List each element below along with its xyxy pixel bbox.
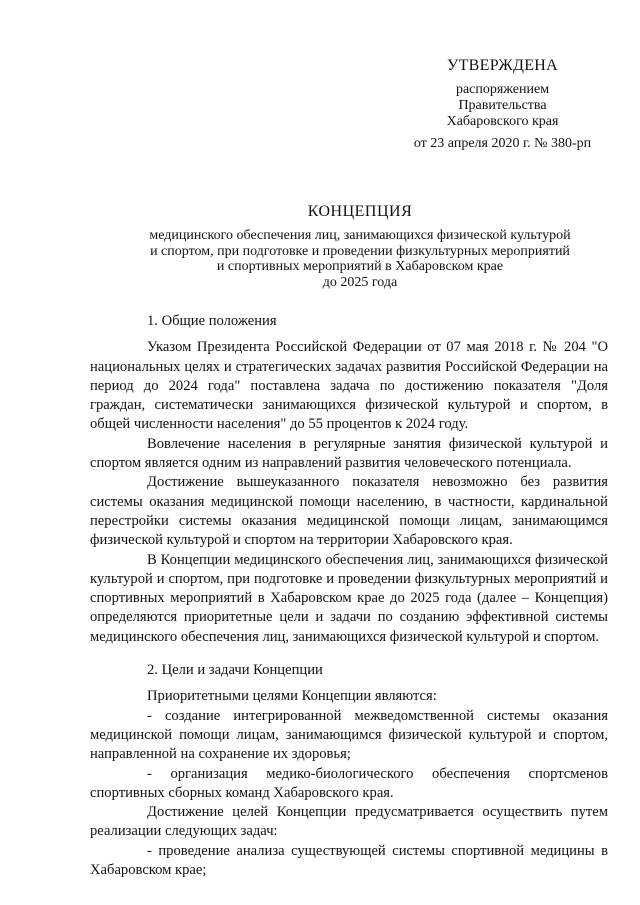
section-2-list-item: - проведение анализа существующей системы спортивной медицины в Хабаровском крае; (90, 842, 608, 879)
document-body (90, 312, 608, 880)
section-1-paragraph: Достижение вышеуказанного показателя невозможно без развития системы оказания медицинской помощи населению, в частности, кардинальной перестройки системы оказания медицинской помощи лицам, занимающимся физической культурой и спортом на территории Хабаровского края. (90, 474, 608, 549)
approval-line-1: распоряжением (455, 82, 550, 97)
section-2-heading: 2. Цели и задачи Концепции (147, 662, 323, 679)
subtitle-line-1: медицинского обеспечения лиц, занимающихся физической культурой (149, 228, 571, 243)
document-title-block (100, 203, 620, 290)
section-1-paragraph: В Концепции медицинского обеспечения лиц, занимающихся физической культурой и спортом, при подготовке и проведении физкультурных мероприятий и спортивных мероприятий в Хабаровском крае до 2025 года (далее – Концепция) определяются приоритетные цели и задачи по созданию эффективной системы медицинского обеспечения лиц, занимающихся физической культурой и спортом. (90, 551, 608, 645)
section-2-list-item: - организация медико-биологического обеспечения спортсменов спортивных сборных команд Хабаровского края. (90, 765, 608, 801)
section-1-heading: 1. Общие положения (147, 313, 277, 329)
approval-stamp (400, 58, 605, 152)
approved-label: УТВЕРЖДЕНА (446, 57, 558, 74)
section-1-paragraph: Вовлечение населения в регулярные занятия физической культурой и спортом является одним из направлений развития человеческого потенциала. (90, 435, 608, 472)
approval-line-3: Хабаровского края (446, 114, 559, 129)
approval-date: от 23 апреля 2020 г. № 380-рп (413, 136, 592, 151)
document-title: КОНЦЕПЦИЯ (307, 203, 413, 220)
subtitle-line-2: и спортом, при подготовке и проведении физкультурных мероприятий (150, 243, 570, 259)
section-1-paragraph: Указом Президента Российской Федерации от 07 мая 2018 г. № 204 "О национальных целях и стратегических задачах развития Российской Федерации на период до 2024 года" поставлена задача по достижению показателя "Доля граждан, систематически занимающихся физической культурой и спортом, в общей численности населения" до 55 процентов к 2024 году. (90, 339, 608, 433)
section-2-paragraph: Достижение целей Концепции предусматривается осуществить путем реализации следующих задач: (90, 804, 608, 840)
section-2-paragraph: Приоритетными целями Концепции являются: (147, 688, 437, 705)
subtitle-line-3: и спортивных мероприятий в Хабаровском крае (216, 259, 504, 274)
approval-line-2: Правительства (458, 98, 547, 113)
section-2-list-item: - создание интегрированной межведомственной системы оказания медицинской помощи лицам, занимающимся физической культурой и спортом, направленной на сохранение их здоровья; (90, 707, 608, 763)
subtitle-line-4: до 2025 года (322, 274, 398, 290)
